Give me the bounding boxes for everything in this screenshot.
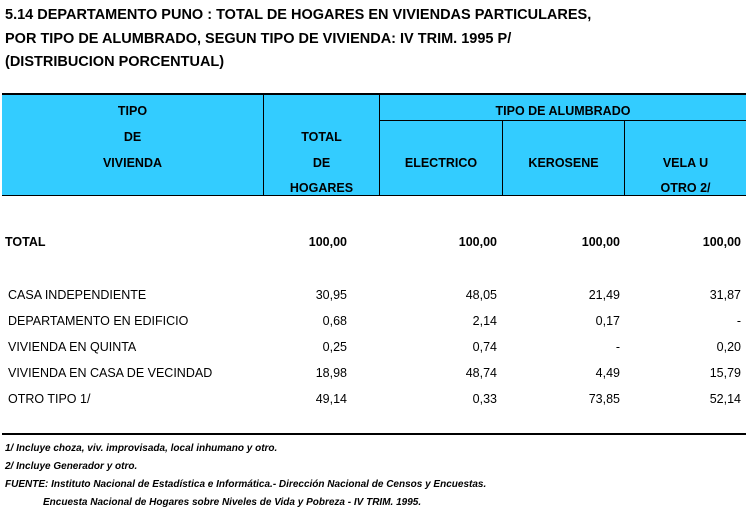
table-row — [0, 338, 747, 356]
row-label: CASA INDEPENDIENTE — [8, 288, 147, 302]
row-kerosene-value: - — [615, 340, 620, 354]
table-row — [0, 364, 747, 382]
row-label: OTRO TIPO 1/ — [8, 392, 91, 406]
row-kerosene-value: 73,85 — [588, 392, 620, 406]
header-otro-2: OTRO 2/ — [660, 181, 711, 195]
row-vela-value: 31,87 — [709, 288, 741, 302]
header-vivienda: VIVIENDA — [102, 156, 163, 170]
row-electrico-value: 0,33 — [472, 392, 497, 406]
total-vela-value: 100,00 — [702, 235, 741, 249]
row-vela-value: 15,79 — [709, 366, 741, 380]
header-vela-u: VELA U — [662, 156, 709, 170]
table-bottom-border — [2, 433, 746, 435]
total-kerosene-value: 100,00 — [581, 235, 620, 249]
row-electrico-value: 2,14 — [472, 314, 497, 328]
row-total-value: 0,68 — [322, 314, 347, 328]
total-row — [0, 233, 747, 251]
header-total-de: DE — [312, 156, 331, 170]
footnote-2: 2/ Incluye Generador y otro. — [5, 461, 138, 472]
row-kerosene-value: 21,49 — [588, 288, 620, 302]
header-kerosene: KEROSENE — [528, 156, 599, 170]
total-hogares-value: 100,00 — [308, 235, 347, 249]
header-de: DE — [123, 130, 142, 144]
total-electrico-value: 100,00 — [458, 235, 497, 249]
row-vela-value: - — [736, 314, 741, 328]
header-bottom-border — [2, 195, 746, 196]
row-label: VIVIENDA EN CASA DE VECINDAD — [8, 366, 213, 380]
row-label: VIVIENDA EN QUINTA — [8, 340, 137, 354]
table-row — [0, 312, 747, 330]
row-kerosene-value: 4,49 — [595, 366, 620, 380]
header-electrico: ELECTRICO — [404, 156, 478, 170]
page-title-line-3: (DISTRIBUCION PORCENTUAL) — [5, 54, 225, 70]
footnote-1: 1/ Incluye choza, viv. improvisada, local inhumano y otro. — [5, 443, 278, 454]
total-label: TOTAL — [5, 235, 46, 249]
page-title-line-2: POR TIPO DE ALUMBRADO, SEGUN TIPO DE VIVIENDA: IV TRIM. 1995 P/ — [5, 31, 512, 47]
header-group-divider — [379, 120, 746, 121]
row-total-value: 30,95 — [315, 288, 347, 302]
table-row — [0, 390, 747, 408]
row-electrico-value: 0,74 — [472, 340, 497, 354]
row-total-value: 0,25 — [322, 340, 347, 354]
table-row — [0, 286, 747, 304]
row-total-value: 49,14 — [315, 392, 347, 406]
page-title-line-1: 5.14 DEPARTAMENTO PUNO : TOTAL DE HOGARES EN VIVIENDAS PARTICULARES, — [5, 7, 592, 23]
header-hogares: HOGARES — [289, 181, 354, 195]
row-total-value: 18,98 — [315, 366, 347, 380]
header-tipo: TIPO — [117, 104, 148, 118]
row-vela-value: 52,14 — [709, 392, 741, 406]
source-note: FUENTE: Instituto Nacional de Estadística e Informática.- Dirección Nacional de Censos y Encuestas. — [5, 479, 487, 490]
row-electrico-value: 48,74 — [465, 366, 497, 380]
header-total: TOTAL — [301, 130, 342, 144]
header-top-border — [2, 93, 746, 95]
row-electrico-value: 48,05 — [465, 288, 497, 302]
header-tipo-alumbrado: TIPO DE ALUMBRADO — [495, 104, 631, 118]
row-kerosene-value: 0,17 — [595, 314, 620, 328]
row-vela-value: 0,20 — [716, 340, 741, 354]
row-label: DEPARTAMENTO EN EDIFICIO — [8, 314, 189, 328]
source-note-continued: Encuesta Nacional de Hogares sobre Niveles de Vida y Pobreza - IV TRIM. 1995. — [43, 497, 422, 508]
